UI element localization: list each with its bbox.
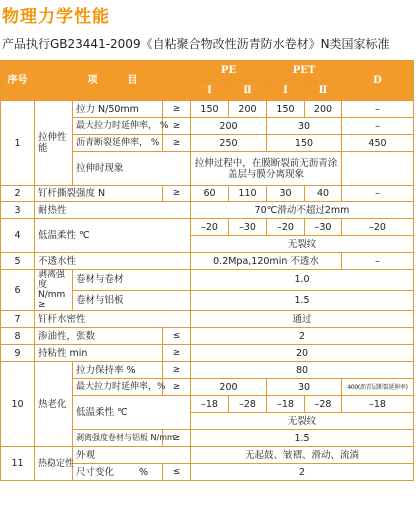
comparator: ≥ — [163, 430, 191, 447]
value-cell: 200 — [191, 379, 267, 396]
header-pet: PET — [267, 61, 342, 81]
value-cell: –18 — [267, 396, 305, 413]
comparator: ≥ — [163, 362, 191, 379]
item-name: 低温柔性 ℃ — [35, 219, 191, 253]
value-cell: 无裂纹 — [191, 413, 414, 430]
value-cell: 30 — [267, 118, 342, 135]
value-cell: 拉伸过程中，在膜断裂前无沥青涂盖层与膜分离现象 — [191, 152, 342, 186]
table-row — [1, 202, 414, 219]
row-group: 拉伸性能 — [35, 101, 73, 186]
row-no: 6 — [1, 270, 35, 311]
header-pe-1: Ⅰ — [191, 81, 229, 101]
item-name: 剥离强度卷材与铝板 N/mm — [73, 430, 163, 447]
value-cell: – — [342, 118, 414, 135]
header-d: D — [342, 61, 414, 101]
table-row — [1, 101, 414, 118]
value-cell: 200 — [229, 101, 267, 118]
row-no: 10 — [1, 362, 35, 447]
value-cell: 30 — [267, 186, 305, 202]
row-no: 11 — [1, 447, 35, 481]
table-row — [1, 447, 414, 464]
row-no: 2 — [1, 186, 35, 202]
unit-text: % — [138, 466, 148, 478]
value-cell: 40 — [305, 186, 342, 202]
value-cell: 250 — [191, 135, 267, 152]
table-row — [1, 345, 414, 362]
row-group: 热老化 — [35, 362, 73, 447]
item-name: 拉力保持率 % — [73, 362, 163, 379]
value-cell: 2 — [191, 464, 414, 481]
value-cell: –30 — [229, 219, 267, 236]
value-cell: – — [342, 101, 414, 118]
value-cell — [342, 152, 414, 186]
item-name: 卷材与卷材 — [73, 270, 191, 291]
value-cell: –30 — [305, 219, 342, 236]
value-cell: 70℃滑动不超过2mm — [191, 202, 414, 219]
item-name: 耐热性 — [35, 202, 191, 219]
header-pet-1: Ⅰ — [267, 81, 305, 101]
header-pe: PE — [191, 61, 267, 81]
row-group: 热稳定性 — [35, 447, 73, 481]
value-cell: –28 — [305, 396, 342, 413]
comparator: ≤ — [163, 464, 191, 481]
standard-subtitle: 产品执行GB23441-2009《自粘聚合物改性沥青防水卷材》N类国家标准 — [2, 37, 390, 51]
value-cell: 30 — [267, 379, 342, 396]
header-pet-2: Ⅱ — [305, 81, 342, 101]
value-cell: 200 — [305, 101, 342, 118]
row-no: 4 — [1, 219, 35, 253]
value-cell: –28 — [229, 396, 267, 413]
comparator: ≥ — [163, 101, 191, 118]
item-name-text: 尺寸变化 — [76, 466, 115, 478]
value-cell: 200 — [191, 118, 267, 135]
table-row — [1, 270, 414, 291]
value-cell: –20 — [191, 219, 229, 236]
value-cell: 150 — [267, 135, 342, 152]
value-cell: 150 — [191, 101, 229, 118]
item-name: 持粘性 min — [35, 345, 163, 362]
item-name: 钉杆水密性 — [35, 311, 191, 328]
value-cell: 无起鼓、皱褶、滑动、流淌 — [191, 447, 414, 464]
item-name: 钉杆撕裂强度 N — [35, 186, 163, 202]
row-no: 8 — [1, 328, 35, 345]
item-name: 低温柔性 ℃ — [73, 396, 191, 430]
header-row — [1, 61, 414, 81]
comparator: ≥ — [163, 118, 191, 135]
row-no: 9 — [1, 345, 35, 362]
value-cell: 0.2Mpa,120min 不透水 — [191, 253, 342, 270]
value-cell: –20 — [267, 219, 305, 236]
value-cell: 450 — [342, 135, 414, 152]
value-cell: 2 — [191, 328, 414, 345]
table-row — [1, 186, 414, 202]
value-cell: 无裂纹 — [191, 236, 414, 253]
value-cell: 20 — [191, 345, 414, 362]
item-name: 外观 — [73, 447, 191, 464]
page-title: 物理力学性能 — [2, 7, 110, 27]
comparator: ≥ — [163, 186, 191, 202]
table-row — [1, 253, 414, 270]
item-name: 不透水性 — [35, 253, 191, 270]
value-cell: 400(沥青层断裂延伸率) — [342, 379, 414, 396]
comparator: ≥ — [163, 345, 191, 362]
item-name — [73, 464, 163, 481]
item-name: 最大拉力时延伸率， % — [73, 118, 163, 135]
comparator: ≥ — [163, 379, 191, 396]
item-name: 拉力 N/50mm — [73, 101, 163, 118]
value-cell: 110 — [229, 186, 267, 202]
item-name: 沥青断裂延伸率， % — [73, 135, 163, 152]
table-row — [1, 362, 414, 379]
value-cell: 1.5 — [191, 430, 414, 447]
item-name: 卷材与铝板 — [73, 290, 191, 311]
header-pe-2: Ⅱ — [229, 81, 267, 101]
table-row — [1, 219, 414, 236]
item-name: 拉伸时现象 — [73, 152, 191, 186]
comparator: ≥ — [163, 135, 191, 152]
header-item: 项 目 — [35, 61, 191, 101]
value-cell: 1.5 — [191, 290, 414, 311]
item-name: 最大拉力时延伸率，% — [73, 379, 163, 396]
row-group: 剥离强度 N/mm ≥ — [35, 270, 73, 311]
header-no: 序号 — [1, 61, 35, 101]
value-cell: –20 — [342, 219, 414, 236]
value-cell: – — [342, 253, 414, 270]
comparator: ≤ — [163, 328, 191, 345]
row-no: 5 — [1, 253, 35, 270]
value-cell: 60 — [191, 186, 229, 202]
value-cell: – — [342, 186, 414, 202]
table-row — [1, 328, 414, 345]
value-cell: 80 — [191, 362, 414, 379]
value-cell: 150 — [267, 101, 305, 118]
value-cell: –18 — [342, 396, 414, 413]
properties-table — [0, 60, 414, 481]
value-cell: 通过 — [191, 311, 414, 328]
row-no: 3 — [1, 202, 35, 219]
row-no: 7 — [1, 311, 35, 328]
row-no: 1 — [1, 101, 35, 186]
value-cell: 1.0 — [191, 270, 414, 291]
value-cell: –18 — [191, 396, 229, 413]
item-name: 渗油性，张数 — [35, 328, 163, 345]
table-row — [1, 311, 414, 328]
